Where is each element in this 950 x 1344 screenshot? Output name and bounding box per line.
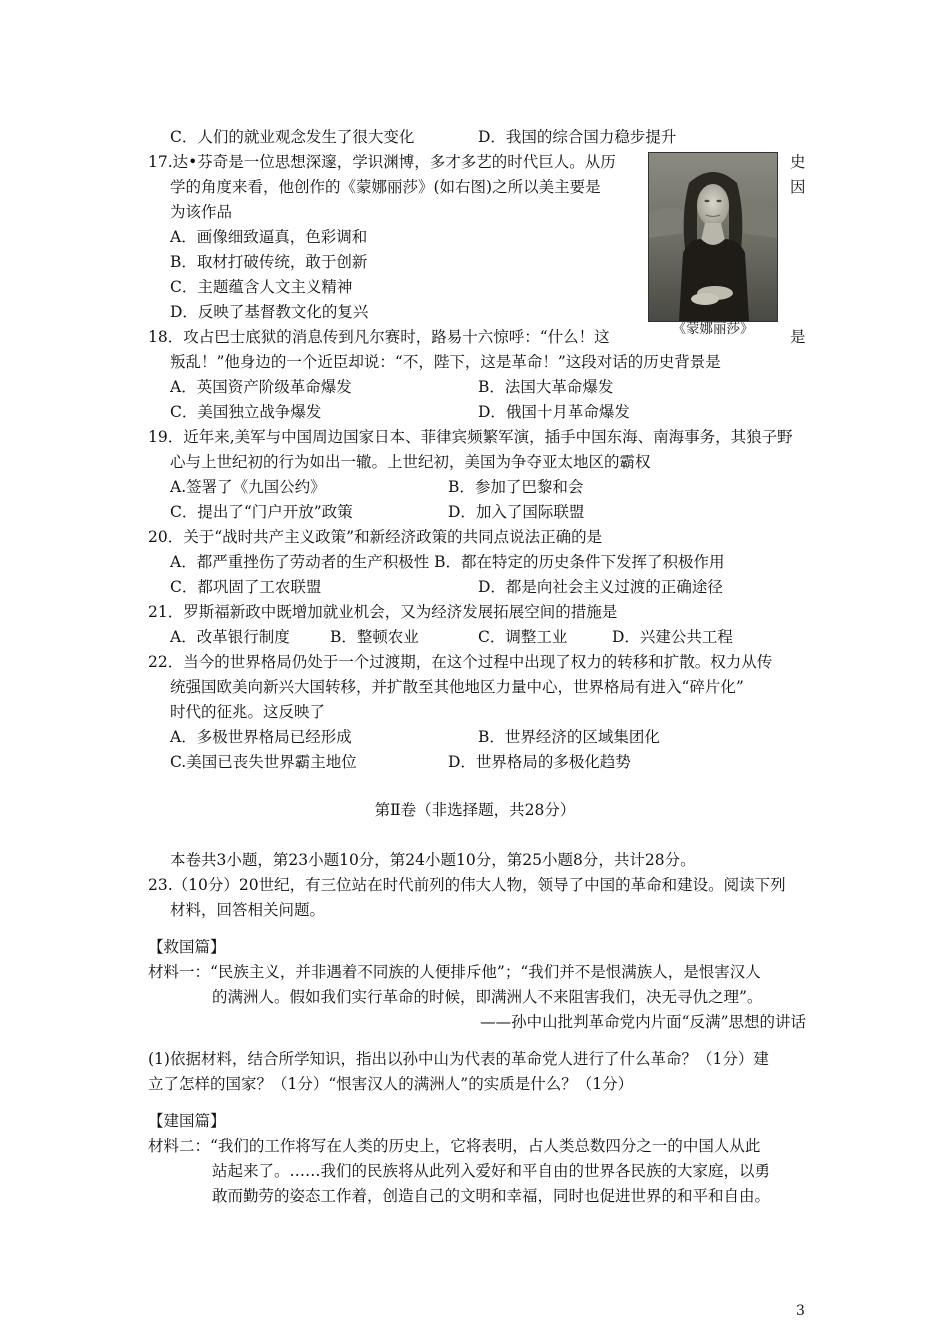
q18-stem-line1-end: 是 xyxy=(790,328,806,346)
material2-line2: 站起来了。……我们的民族将从此列入爱好和平自由的世界各民族的大家庭，以勇 xyxy=(212,1162,771,1180)
q21-option-a: A．改革银行制度 xyxy=(170,628,290,646)
q19-option-a: A.签署了《九国公约》 xyxy=(170,478,326,496)
q22-stem-line3: 时代的征兆。这反映了 xyxy=(170,703,326,721)
mona-lisa-image xyxy=(648,152,778,322)
q23-sub1-line1: (1)依据材料，结合所学知识，指出以孙中山为代表的革命党人进行了什么革命？（1分）建 xyxy=(148,1050,769,1068)
q16-option-d: D．我国的综合国力稳步提升 xyxy=(478,128,677,146)
q17-stem-line1: 17.达•芬奇是一位思想深邃，学识渊博，多才多艺的时代巨人。从历 xyxy=(148,153,616,171)
q18-stem-line1: 18．攻占巴士底狱的消息传到凡尔赛时，路易十六惊呼：“什么！这 xyxy=(148,328,610,346)
q17-stem-line2-end: 因 xyxy=(790,178,806,196)
q22-option-b: B．世界经济的区域集团化 xyxy=(478,728,660,746)
q16-option-c: C．人们的就业观念发生了很大变化 xyxy=(170,128,415,146)
q22-option-d: D．世界格局的多极化趋势 xyxy=(448,753,631,771)
q17-option-a: A．画像细致逼真，色彩调和 xyxy=(170,228,368,246)
q19-stem-line2: 心与上世纪初的行为如出一辙。上世纪初，美国为争夺亚太地区的霸权 xyxy=(170,453,651,471)
q20-option-c: C．都巩固了工农联盟 xyxy=(170,578,322,596)
q22-option-a: A．多极世界格局已经形成 xyxy=(170,728,352,746)
q18-option-d: D．俄国十月革命爆发 xyxy=(478,403,630,421)
q19-option-c: C．提出了“门户开放”政策 xyxy=(170,503,353,521)
material2-line1: 材料二：“我们的工作将写在人类的历史上，它将表明，占人类总数四分之一的中国人从此 xyxy=(148,1137,761,1155)
q21-option-c: C．调整工业 xyxy=(478,628,568,646)
q18-option-a: A．英国资产阶级革命爆发 xyxy=(170,378,352,396)
q23-stem-line2: 材料，回答相关问题。 xyxy=(170,901,326,919)
q19-option-b: B．参加了巴黎和会 xyxy=(448,478,584,496)
q20-option-ab: A．都严重挫伤了劳动者的生产积极性 B．都在特定的历史条件下发挥了积极作用 xyxy=(170,553,725,571)
material1-line1: 材料一：“民族主义，并非遇着不同族的人便排斥他”；“我们并不是恨满族人，是恨害汉人 xyxy=(148,963,761,981)
material2-line3: 敢而勤劳的姿态工作着，创造自己的文明和幸福，同时也促进世界的和平和自由。 xyxy=(212,1187,771,1205)
q21-stem: 21．罗斯福新政中既增加就业机会，又为经济发展拓展空间的措施是 xyxy=(148,603,618,621)
q19-stem-line1: 19．近年来,美军与中国周边国家日本、菲律宾频繁军演，插手中国东海、南海事务，其狼子野 xyxy=(148,428,793,446)
q17-option-c: C．主题蕴含人文主义精神 xyxy=(170,278,353,296)
part1-heading: 【救国篇】 xyxy=(148,938,226,956)
mona-lisa-caption: 《蒙娜丽莎》 xyxy=(672,321,754,337)
material1-line2: 的满洲人。假如我们实行革命的时候，即满洲人不来阻害我们，决无寻仇之理”。 xyxy=(212,988,763,1006)
q20-option-d: D．都是向社会主义过渡的正确途径 xyxy=(478,578,723,596)
q19-option-d: D．加入了国际联盟 xyxy=(448,503,585,521)
q23-sub1-line2: 立了怎样的国家？（1分）“恨害汉人的满洲人”的实质是什么？（1分） xyxy=(148,1075,634,1093)
section-title: 第Ⅱ卷（非选择题，共28分） xyxy=(374,801,576,819)
section-intro: 本卷共3小题，第23小题10分，第24小题10分，第25小题8分，共计28分。 xyxy=(170,851,696,869)
q17-option-b: B．取材打破传统，敢于创新 xyxy=(170,253,368,271)
q18-option-c: C．美国独立战争爆发 xyxy=(170,403,322,421)
q22-option-c: C.美国已丧失世界霸主地位 xyxy=(170,753,357,771)
q17-stem-line2: 学的角度来看，他创作的《蒙娜丽莎》(如右图)之所以美主要是 xyxy=(170,178,601,196)
q17-stem-line3: 为该作品 xyxy=(170,203,233,221)
q18-stem-line2: 叛乱！”他身边的一个近臣却说：“不，陛下，这是革命！”这段对话的历史背景是 xyxy=(170,353,721,371)
q21-option-b: B．整顿农业 xyxy=(330,628,419,646)
page-number: 3 xyxy=(796,1303,805,1319)
q18-option-b: B．法国大革命爆发 xyxy=(478,378,614,396)
q23-stem-line1: 23.（10分）20世纪，有三位站在时代前列的伟大人物，领导了中国的革命和建设。阅读下列 xyxy=(148,876,786,894)
q21-option-d: D．兴建公共工程 xyxy=(612,628,733,646)
q22-stem-line1: 22．当今的世界格局仍处于一个过渡期，在这个过程中出现了权力的转移和扩散。权力从传 xyxy=(148,653,773,671)
q17-option-d: D．反映了基督教文化的复兴 xyxy=(170,303,369,321)
q20-stem: 20．关于“战时共产主义政策”和新经济政策的共同点说法正确的是 xyxy=(148,528,603,546)
q17-stem-line1-end: 史 xyxy=(790,153,806,171)
material1-source: ——孙中山批判革命党内片面“反满”思想的讲话 xyxy=(480,1013,806,1031)
q22-stem-line2: 统强国欧美向新兴大国转移，并扩散至其他地区力量中心，世界格局有进入“碎片化” xyxy=(170,678,744,696)
part2-heading: 【建国篇】 xyxy=(148,1112,226,1130)
